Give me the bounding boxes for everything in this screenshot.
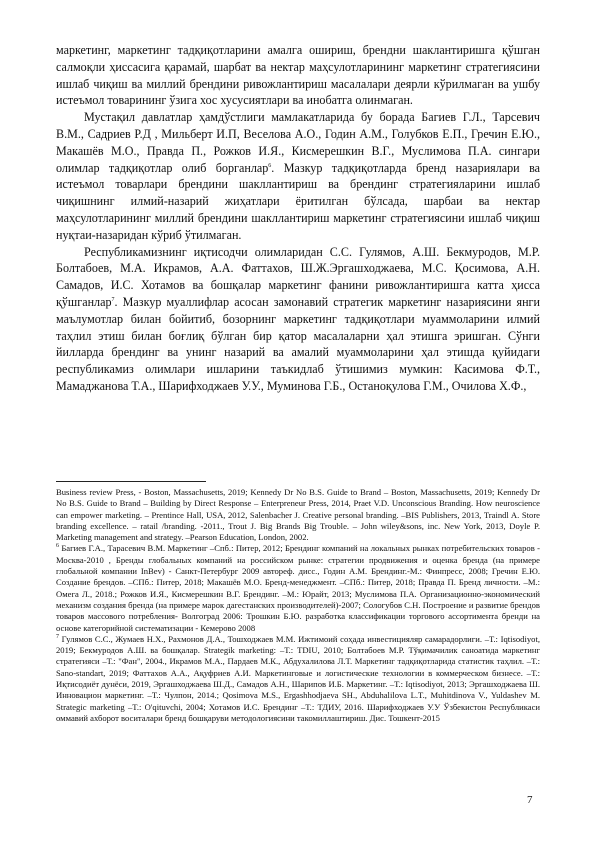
paragraph-1 — [56, 42, 540, 109]
paragraph-3-text-start: Республикамизнинг иқтисодчи олимларидан С.С. Гулямов, А.Ш. Бекмуродов, М.Р. Болтабоев, М.А. Икрамов, А.А. Фаттахов, Ш.Ж.Эргашходжаева, М.С. Қосимова, А.Н. Самадов, И.С. Хотамов ва бошқалар маркетинг фанини ривожлантиришга катта ҳисса қўшганлар — [56, 244, 540, 309]
footnote-continuation — [56, 487, 540, 543]
footnote-ref-6[interactable]: 6 — [268, 162, 272, 169]
footnote-7-marker: 7 — [56, 634, 59, 640]
page-number: 7 — [527, 794, 533, 806]
paragraph-2-text-end: . Мазкур тадқиқотларда бренд назариялари ва истеъмол товарлари брендини шакллантириш ва брендинг стратегияларини ишлаб чиқишнинг илмий-назарий жиҳатлари ёритилган бўлсада, шарбаи ва нектар маҳсулотларининг миллий брендини шакллантириш маркетинг стратегиясини ишлаб чиқиш нуқтаи-назаридан кўриб ўтилмаган. — [56, 160, 540, 242]
paragraph-3-text-end: . Мазкур муаллифлар асосан замонавий стратегик маркетинг назариясини янги маълумотлар билан бойитиб, бозорнинг маркетинг тадқиқотлари муаммоларини илмий таҳлил этиш билан боғлиқ бўлган бир қатор масалаларни ҳал этишга эришган. Сўнги йилларда брендинг ва унинг назарий ва амалий муаммоларини ҳал этишда қуйидаги республикамиз олимлари ишларини таъкидлаб ўтишимиз мумкин: Касимова Ф.Т., Мамаджанова Т.А., Шарифходжаев У.У., Муминова Г.Б., Останоқулова Г.М., Очилова Х.Ф., — [56, 294, 540, 393]
footnote-separator — [56, 481, 206, 482]
footnote-7 — [56, 634, 540, 724]
paragraph-3 — [56, 244, 540, 395]
paragraph-1-text: маркетинг, маркетинг тадқиқотларини амалга ошириш, брендни шаклантиришга қўшган салмоқли ҳиссасига қарамай, шарбат ва нектар маҳсулотларининг маркетинг стратегиясини ишлаб чиқиш ва миллий брендини ривожлантириш масалалари деярли кўрилмаган ва ушбу истеъмол товарининг ўзига хос хусусиятлари ва инобатга олинмаган. — [56, 43, 540, 108]
paragraph-2 — [56, 109, 540, 243]
footnote-6 — [56, 543, 540, 633]
footnote-continuation-text: Business review Press, - Boston, Massachusetts, 2019; Kennedy Dr No B.S. Guide to Brand – Boston, Massachusetts, 2019; Kennedy Dr No B.S. Guide to Brand – Building by Direct Response – Enterpreneur Press, 2014, Praet V.D. Unconscious Branding. How neuroscience can empower marketing. – Prentince Hall, USA, 2012, Salenbacher J. Creative personal branding. –BIS Publishers, 2013, Traindl A. Store branding excellence. – ratail /branding. -2011., Trout J. Big Brands Big Trouble. – John wiley&sons, inc. New York, 2013, Doyle P. Marketing management and strategy. –Pearson Education, London, 2002. — [56, 487, 540, 543]
footnote-6-marker: 6 — [56, 543, 59, 550]
body-text — [56, 42, 540, 395]
footnote-6-text: Багиев Г.А., Тарасевич В.М. Маркетинг –Спб.: Питер, 2012; Брендинг компаний на локальных рынках потребительских товаров - Москва-2010 , Бренды глобальных компаний на российском рынке: стратегии продвижения и оценка бренда (на примере глобальной компании InBev) - Санкт-Петербург 2009 автореф. дисс., Годин А.М. Брендинг.-М.: Финпресс, 2008; Гречин Е.Ю. Создание брендов. –СПб.: Питер, 2018; Макашёв М.О. Бренд-менеджмент. –СПб.: Питер, 2018; Правда П. Бренд личности. –М.: Омега Л., 2018.; Рожков И.Я., Кисмерешкин В.Г. Брендинг. –М.: Юрайт, 2013; Муслимова П.А. Организационно-экономический механизм создания бренда (на примере марок дагестанских производителей)-2007; Сологубов С.Н. Построение и развитие брендов товаров массового потребления- Волгоград 2006: Трошкин Б.Ю. разработка классификации торгового ассортимента бренди на основе категорийной систематизации - Кемерово 2008 — [56, 543, 540, 633]
footnotes — [56, 487, 540, 724]
paragraph-2-text-start: Мустақил давлатлар ҳамдўстлиги мамлакатларида бу борада Багиев Г.Л., Тарсевич В.М., Садриев Р.Д , Мильберт И.П, Веселова А.О., Годин А.М., Голубков Е.П., Гречин Е.Ю., Макашёв М.О., Правда П., Рожков И.Я., Кисмерешкин В.Г., Муслимова П.А. сингари олимлар тадқиқотлар олиб борганлар — [56, 110, 540, 175]
footnote-ref-7[interactable]: 7 — [111, 296, 115, 303]
footnote-7-text: Гулямов С.С., Жумаев Н.Х., Рахмонов Д.А., Тошходжаев М.М. Ижтимоий соҳада инвестицияляр самарадорлиги. –Т.: Iqtisodiyot, 2019; Бекмуродов А.Ш. ва бошқалар. Strategik marketing: –Т.: TDIU, 2010; Болтабоев М.Р. Тўқимачилик саноатида маркетинг стратегияси –Т.: "Фан", 2004., Икрамов М.А., Пардаев М.К., Абдухалилова Л.Т. Маркетинг тадқиқотларида статистик таҳлил. –Т.: Sano-standart, 2019; Фаттахов А.А., Ақуфриев А.И. Маркетинговые и логистические технологии в коммерческом бизнесе. –Т.: Иқтисодиёт дунёси, 2019, Эргашходжаева Ш.Д., Самадов А.Н., Шарипов И.Б. Маркетинг. –Т.: Iqtisodiyot, 2013; Эргашходжаева Ш. Инновацион маркетинг. –Т.: Чулпон, 2014.; Qosimova M.S., Ergashhodjaeva SH., Abduhalilova L.T., Muhitdinova V., Yuldashev M. Strategic marketing –T.: O'qituvchi, 2004; Хотамов И.С. Брендинг –Т.: ТДИУ, 2016. Шарифходжаев У.У Ўзбекистон Республикаси оммавий ахборот воситалари бренд бошқаруви методологиясини такомиллаштириш. Дис. Тошкент-2015 — [56, 633, 540, 723]
